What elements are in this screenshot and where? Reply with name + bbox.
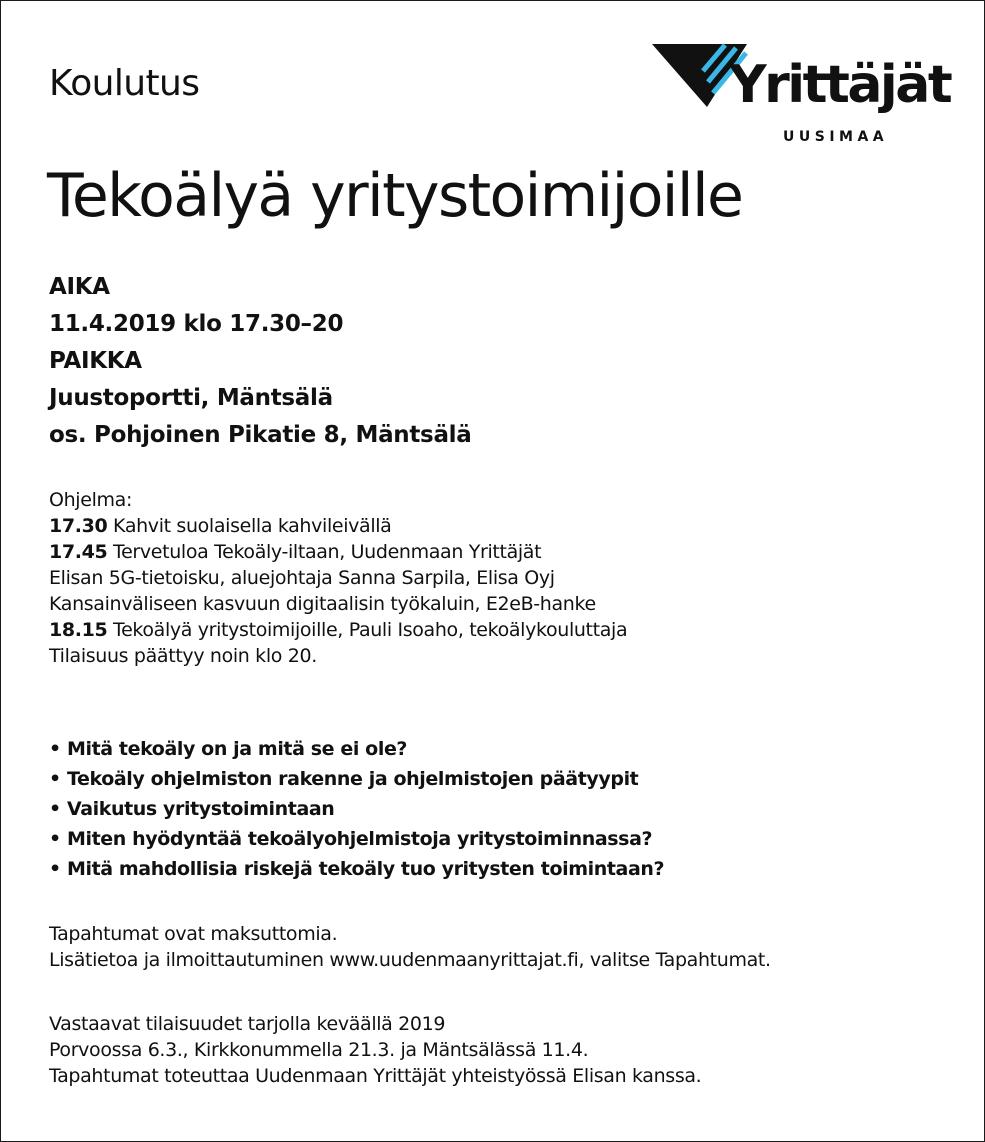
topic-item: • Tekoäly ohjelmiston rakenne ja ohjelmistojen päätyypit xyxy=(49,768,639,790)
logo-wordmark: Yrittäjät xyxy=(729,55,951,115)
program-heading: Ohjelma: xyxy=(49,489,132,511)
program-text: Kansainväliseen kasvuun digitaalisin työkaluin, E2eB-hanke xyxy=(49,593,596,615)
program-text: Tilaisuus päättyy noin klo 20. xyxy=(49,645,317,667)
topic-item: • Mitä mahdollisia riskejä tekoäly tuo yritysten toimintaan? xyxy=(49,858,665,880)
place-name: Juustoportti, Mäntsälä xyxy=(49,385,333,411)
other-events xyxy=(49,1011,701,1089)
program-item xyxy=(49,539,627,565)
topic-list xyxy=(49,734,664,884)
program-item xyxy=(49,591,627,617)
place-label: PAIKKA xyxy=(49,348,142,374)
program-item xyxy=(49,513,627,539)
program-section xyxy=(49,487,627,669)
topic-item: • Mitä tekoäly on ja mitä se ei ole? xyxy=(49,738,408,760)
program-text: Tervetuloa Tekoäly-iltaan, Uudenmaan Yrittäjät xyxy=(107,541,542,563)
logo-region: UUSIMAA xyxy=(783,129,889,145)
program-text: Elisan 5G-tietoisku, aluejohtaja Sanna Sarpila, Elisa Oyj xyxy=(49,567,555,589)
organizer-line: Tapahtumat toteuttaa Uudenmaan Yrittäjät yhteistyössä Elisan kanssa. xyxy=(49,1065,702,1087)
program-item xyxy=(49,565,627,591)
program-text: Tekoälyä yritystoimijoille, Pauli Isoaho, tekoälykouluttaja xyxy=(107,619,628,641)
time-value: 11.4.2019 klo 17.30–20 xyxy=(49,311,344,337)
program-time: 18.15 xyxy=(49,619,108,641)
other-events-line: Porvoossa 6.3., Kirkkonummella 21.3. ja Mäntsälässä 11.4. xyxy=(49,1039,589,1061)
category-label: Koulutus xyxy=(49,63,200,104)
page-title: Tekoälyä yritystoimijoille xyxy=(47,161,743,231)
yrittajat-logo xyxy=(649,41,954,151)
program-item xyxy=(49,617,627,643)
program-time: 17.30 xyxy=(49,515,108,537)
free-notice: Tapahtumat ovat maksuttomia. xyxy=(49,923,338,945)
event-info xyxy=(49,269,471,454)
place-address: os. Pohjoinen Pikatie 8, Mäntsälä xyxy=(49,422,472,448)
more-info: Lisätietoa ja ilmoittautuminen www.uudenmaanyrittajat.fi, valitse Tapahtumat. xyxy=(49,949,771,971)
other-events-line: Vastaavat tilaisuudet tarjolla keväällä 2019 xyxy=(49,1013,446,1035)
program-item xyxy=(49,643,627,669)
registration-notes xyxy=(49,921,771,973)
program-time: 17.45 xyxy=(49,541,108,563)
time-label: AIKA xyxy=(49,274,110,300)
program-text: Kahvit suolaisella kahvileivällä xyxy=(107,515,392,537)
topic-item: • Miten hyödyntää tekoälyohjelmistoja yritystoiminnassa? xyxy=(49,828,653,850)
topic-item: • Vaikutus yritystoimintaan xyxy=(49,798,335,820)
